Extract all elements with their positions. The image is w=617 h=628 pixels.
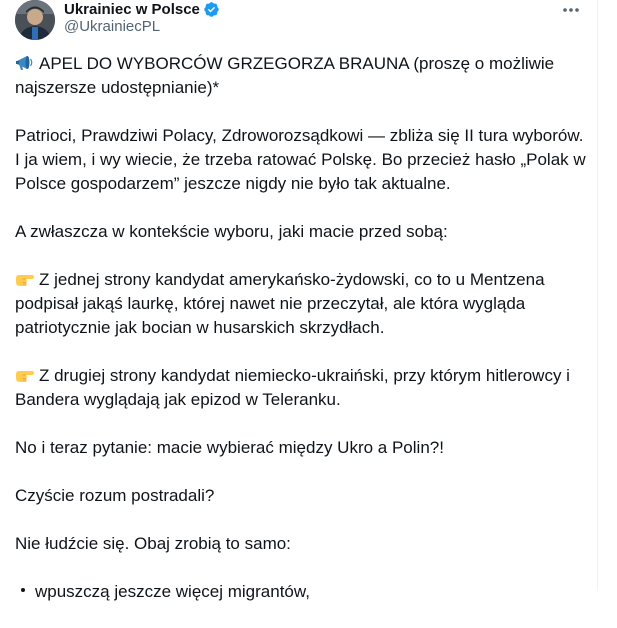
tweet-text — [15, 52, 590, 628]
tweet-paragraph-text: Nie łudźcie się. Obaj zrobią to samo: — [15, 534, 291, 553]
more-options-button[interactable] — [556, 0, 586, 20]
tweet-paragraph-text: wpuszczą jeszcze więcej migrantów, — [35, 582, 310, 601]
tweet-paragraph-text: A zwłaszcza w kontekście wyboru, jaki macie przed sobą: — [15, 222, 448, 241]
tweet-paragraph-text: Czyście rozum postradali? — [15, 486, 215, 505]
verified-badge-icon[interactable] — [203, 1, 220, 18]
tweet-paragraph-text: No i teraz pytanie: macie wybierać między Ukro a Polin?! — [15, 438, 444, 457]
bullet-icon — [21, 588, 25, 592]
tweet-paragraph — [15, 364, 590, 412]
display-name[interactable]: Ukrainiec w Polsce — [64, 0, 200, 18]
tweet-paragraph — [15, 532, 590, 556]
tweet-paragraph-text: Z drugiej strony kandydat niemiecko-ukraiński, przy którym hitlerowcy i Bandera wyglądają jak epizod w Teleranku. — [15, 366, 575, 409]
tweet-paragraph — [15, 580, 590, 604]
tweet-paragraph — [15, 484, 590, 508]
tweet-paragraph — [15, 220, 590, 244]
avatar[interactable] — [15, 0, 55, 40]
backhand-index-pointing-right-icon — [15, 270, 35, 288]
column-divider — [597, 0, 598, 591]
tweet-paragraph-text: APEL DO WYBORCÓW GRZEGORZA BRAUNA (proszę o możliwie najszersze udostępnianie)* — [15, 54, 559, 97]
tweet-paragraph — [15, 124, 590, 196]
more-options-icon — [562, 0, 580, 18]
megaphone-icon — [15, 54, 35, 72]
tweet-paragraph — [15, 436, 590, 460]
tweet-paragraph — [15, 52, 590, 100]
author-handle[interactable]: @UkrainiecPL — [64, 18, 161, 35]
tweet-paragraph — [15, 268, 590, 340]
author-name-row — [64, 0, 220, 19]
backhand-index-pointing-right-icon — [15, 366, 35, 384]
tweet-paragraph-text: Z jednej strony kandydat amerykańsko-żydowski, co to u Mentzena podpisał jakąś laurkę, której nawet nie przeczytał, ale która wygląda patriotycznie jak bocian w husarskich skrzydłach. — [15, 270, 550, 337]
tweet-paragraph-text: Patrioci, Prawdziwi Polacy, Zdroworozsądkowi — zbliża się II tura wyborów. I ja wiem, i wy wiecie, że trzeba ratować Polskę. Bo przecież hasło „Polak w Polsce gospodarzem” jeszcze nigdy nie było tak aktualne. — [15, 126, 591, 193]
